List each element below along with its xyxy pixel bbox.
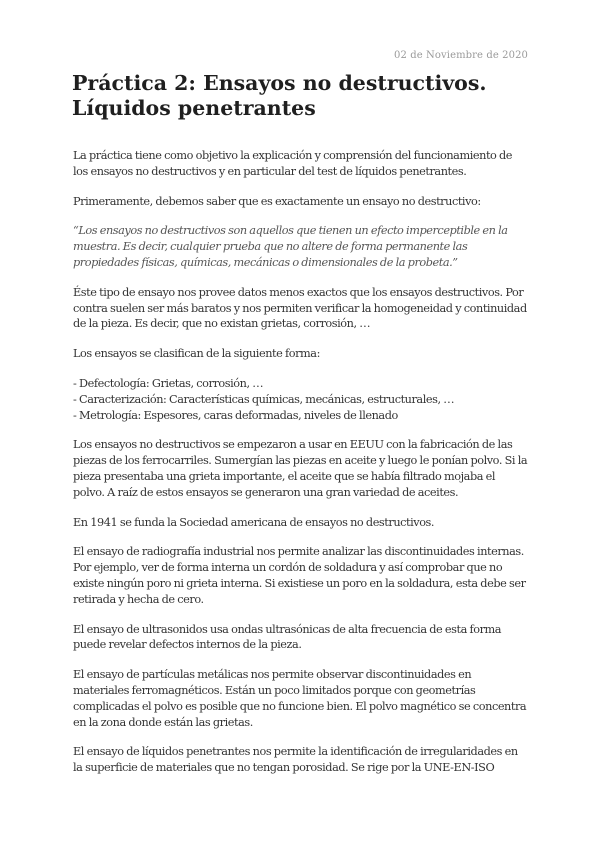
document-title: Práctica 2: Ensayos no destructivos. Líquidos penetrantes <box>72 71 487 120</box>
paragraph-society: En 1941 se funda la Sociedad americana de ensayos no destructivos. <box>73 515 435 529</box>
paragraph-history: Los ensayos no destructivos se empezaron a usar en EEUU con la fabricación de las piezas de los ferrocarriles. Sumergían las piezas en aceite y luego le ponían polvo. Si la pieza presentaba una grieta importante, el aceite que se había filtrado mojaba el polvo. A raíz de estos ensayos se generaron una gran variedad de aceites. <box>73 438 528 499</box>
paragraph-comparison: Éste tipo de ensayo nos provee datos menos exactos que los ensayos destructivos. Por contra suelen ser más baratos y nos permiten verificar la homogeneidad y continuidad de la pieza. Es decir, que no existan grietas, corrosión, … <box>73 285 527 331</box>
list-item: - Metrología: Espesores, caras deformadas, niveles de llenado <box>73 408 398 422</box>
paragraph-classification-intro: Los ensayos se clasifican de la siguiente forma: <box>73 347 320 361</box>
document-date: 02 de Noviembre de 2020 <box>394 50 528 61</box>
list-item: - Defectología: Grietas, corrosión, … <box>73 376 264 390</box>
paragraph-penetrant-liquids: El ensayo de líquidos penetrantes nos permite la identificación de irregularidades en la superficie de materiales que no tengan porosidad. Se rige por la UNE-EN-ISO <box>73 745 518 775</box>
classification-list <box>73 376 529 423</box>
paragraph-ultrasound: El ensayo de ultrasonidos usa ondas ultrasónicas de alta frecuencia de esta forma puede revelar defectos internos de la pieza. <box>73 622 502 652</box>
list-item: - Caracterización: Características químicas, mecánicas, estructurales, … <box>73 392 455 406</box>
paragraph-radiography: El ensayo de radiografía industrial nos permite analizar las discontinuidades internas. Por ejemplo, ver de forma interna un cordón de soldadura y así comprobar que no existe ningún poro ni grieta interna. Si existiese un poro en la soldadura, esta debe ser retirada y hecha de cero. <box>73 545 526 606</box>
document-body <box>73 148 529 790</box>
definition-quote: “Los ensayos no destructivos son aquellos que tienen un efecto imperceptible en la muestra. Es decir, cualquier prueba que no altere de forma permanente las propiedades físicas, químicas, mecánicas o dimensionales de la probeta.” <box>73 224 508 269</box>
paragraph-magnetic-particles: El ensayo de partículas metálicas nos permite observar discontinuidades en materiales ferromagnéticos. Están un poco limitados porque con geometrías complicadas el polvo es posible que no funcione bien. El polvo magnético se concentra en la zona donde están las grietas. <box>73 668 527 729</box>
paragraph-objective: La práctica tiene como objetivo la explicación y comprensión del funcionamiento de los ensayos no destructivos y en particular del test de líquidos penetrantes. <box>73 149 513 178</box>
paragraph-definition-intro: Primeramente, debemos saber que es exactamente un ensayo no destructivo: <box>73 194 481 208</box>
